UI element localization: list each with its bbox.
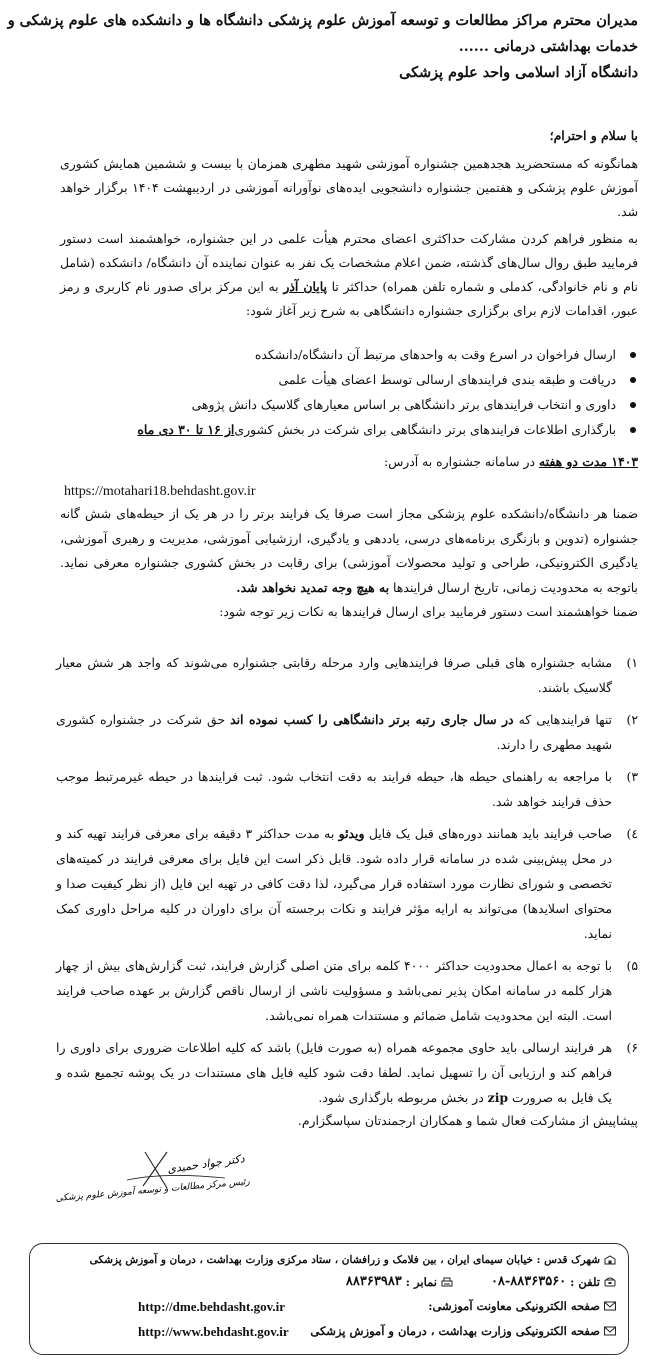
header-university: دانشگاه آزاد اسلامی واحد علوم پزشکی [399,64,638,81]
list-item: ۶) هر فرایند ارسالی باید حاوی مجموعه همراه (به صورت فایل) باشد که کلیه اطلاعات ضروری برای داوری را فراهم کند و ارزیابی آن را تسهیل نماید. لطفا دقت شود کلیه فایل های مستندات در یک پوشه تجمیع شده و یک فایل به صرورت zip در بخش مربوطه بارگذاری شود. [56,1040,638,1105]
request-text-after: به این مرکز برای صدور نام کاربری و رمز عبور، اقدامات لازم برای برگزاری جشنواره دانشگاهی به شرح زیر آغاز شود: [60,279,638,319]
list-item: ارسال فراخوان در اسرع وقت به واحدهای مرتبط آن دانشگاه/دانشکده [60,342,636,367]
fax-icon [441,1277,453,1287]
list-item: ۵) با توجه به اعمال محدودیت حداکثر ۴۰۰۰ کلمه برای متن اصلی گزارش فرایند، ثبت گزارش‌های بیش از چهار هزار کلمه در سامانه امکان پذیر نمی‌باشد و مسؤولیت ناشی از ارسال ناقص گزارش بر عهده صاحب فرایند است. البته این محدودیت شامل ضمائم و مستندات همراه نمی‌باشد. [56,958,638,1023]
phone-label: تلفن : [570,1274,600,1289]
header-services: خدمات بهداشتی درمانی ...... [458,38,638,55]
greeting: با سلام و احترام؛ [549,128,638,143]
list-item: داوری و انتخاب فرایندهای برتر دانشگاهی بر اساس معیارهای گلاسیک دانش پژوهی [60,392,636,417]
fax-label: نمابر : [405,1274,437,1289]
signature [55,1140,255,1204]
list-item: بارگذاری اطلاعات فرایندهای برتر دانشگاهی برای شرکت در بخش کشوری از ۱۶ تا ۳۰ دی ماه [60,417,636,442]
notes-list [56,650,638,1117]
bullet-icon [630,402,636,408]
fax-number: ۸۸۳۶۳۹۸۳ [345,1274,402,1289]
steps-list [60,342,636,442]
footer-deputy-row [428,1299,616,1313]
deputy-url-link[interactable]: http://dme.behdasht.gov.ir [138,1299,285,1314]
letterhead-footer [29,1243,629,1355]
svg-text:رئیس مرکز مطالعات و توسعه آموز: رئیس مرکز مطالعات و توسعه آموزش علوم پزشکی [55,1177,251,1204]
upload-period-line: ۱۴۰۳ مدت دو هفته در سامانه جشنواره به آدرس: [383,454,638,469]
upload-duration: ۱۴۰۳ مدت دو هفته [538,454,638,469]
svg-text:دکتر جواد حمیدی: دکتر جواد حمیدی [166,1152,246,1176]
notes-intro: ضمنا خواهشمند است دستور فرمایید برای ارسال فرایندها به نکات زیر توجه شود: [219,604,638,619]
location-icon [604,1255,616,1265]
header-recipients: مدیران محترم مراکز مطالعات و توسعه آموزش علوم پزشکی دانشگاه ها و دانشکده های علوم پزشکی و [7,12,638,29]
ministry-url-link[interactable]: http://www.behdasht.gov.ir [138,1324,289,1339]
request-text-before: به منظور فراهم کردن مشارکت حداکثری اعضای محترم هیأت علمی در این جشنواره، خواهشمند است دستور فرمایید طبق روال سال‌های گذشته، ضمن اعلام مشخصات یک نفر به عنوان نماینده آن دانشگاه/ دانشکده (شامل نام و نام خانوادگی، کدملی و شماره تلفن همراه) حداکثر تا [60,230,638,295]
upload-date-range: از ۱۶ تا ۳۰ دی ماه [137,422,235,437]
footer-phone-row [346,1274,616,1289]
letter-header [7,8,638,86]
intro-paragraph: همانگونه که مستحضرید هجدهمین جشنواره آموزشی شهید مطهری همزمان با بیست و ششمین همایش کشوری آموزش علوم پزشکی و هفتمین جشنواره دانشجویی ایده‌های نوآورانه آموزشی در اردیبهشت ۱۴۰۴ برگزار خواهد شد. [60,156,638,220]
deputy-label: صفحه الکترونیکی معاونت آموزشی: [428,1299,600,1313]
list-item: ۱) مشابه جشنواره های قبلی صرفا فرایندهایی وارد مرحله رقابتی جشنواره می‌شوند که واجد هر شش معیار گلاسیک باشند. [56,655,638,695]
phone-icon [604,1277,616,1287]
deadline-text: پایان آذر [283,279,327,295]
paragraph-request [60,227,638,324]
festival-website-link[interactable]: https://motahari18.behdasht.gov.ir [64,484,256,499]
paragraph-domains: ضمنا هر دانشگاه/دانشکده علوم پزشکی مجاز است صرفا یک فرایند برتر را در هر یک از حیطه‌های شش گانه جشنواره (تدوین و بازنگری برنامه‌های درسی، یاددهی و یادگیری، ارزشیابی آموزشی، مدیریت و رهبری آموزشی، یادگیری الکترونیکی، طراحی و تولید محصولات آموزشی) برای رقابت در بخش کشوری جشنواره معرفی نماید. باتوجه به محدودیت زمانی، تاریخ ارسال فرایندها به هیچ وجه تمدید نخواهد شد. ضمنا خواهشمند است دستور فرمایید برای ارسال فرایندها به نکات زیر توجه شود: [60,506,638,619]
ministry-label: صفحه الکترونیکی وزارت بهداشت ، درمان و آموزش پزشکی [310,1324,600,1338]
no-extension-note: به هیچ وجه تمدید نخواهد شد. [236,579,390,595]
bullet-icon [630,352,636,358]
footer-address: شهرک قدس : خیابان سیمای ایران ، بین فلامک و زرافشان ، ستاد مرکزی وزارت بهداشت ، درمان و آموزش پزشکی [89,1254,600,1266]
footer-address-row [90,1254,616,1266]
phone-number: ۰۸-۸۸۳۶۳۵۶۰ [490,1274,567,1289]
email-icon [604,1301,616,1311]
bullet-icon [630,427,636,433]
list-item: دریافت و طبقه بندی فرایندهای ارسالی توسط اعضای هیأت علمی [60,367,636,392]
list-item: ۳) با مراجعه به راهنمای حیطه ها، حیطه فرایند به دقت انتخاب شود. ثبت فرایندها در حیطه غیرمرتبط موجب حذف فرایند خواهد شد. [56,769,638,809]
footer-ministry-row [310,1324,616,1338]
email-icon [604,1326,616,1336]
closing-text: پیشاپیش از مشارکت فعال شما و همکاران ارجمندتان سپاسگزارم. [297,1113,638,1128]
list-item: ۲) تنها فرایندهایی که در سال جاری رتبه برتر دانشگاهی را کسب نموده اند حق شرکت در جشنواره کشوری شهید مطهری را دارند. [56,712,638,752]
letter-body [60,152,638,325]
bullet-icon [630,377,636,383]
list-item: ٤) صاحب فرایند باید همانند دوره‌های قبل یک فایل ویدئو به مدت حداکثر ۳ دقیقه برای معرفی فرایند تهیه کند و در محل پیش‌بینی شده در سامانه قرار داده شود. قابل ذکر است این فایل برای معرفی فرایند در کمیته‌های تخصصی و شورای نظارت مورد استفاده قرار می‌گیرد، لذا دقت کافی در تهیه این فایل (از نظر کیفیت صدا و محتوای اسلایدها) می‌تواند به ارایه مؤثر فرایند و نکات برجسته آن برای داوران در کلیه مراحل داوری کمک نماید. [56,826,638,941]
